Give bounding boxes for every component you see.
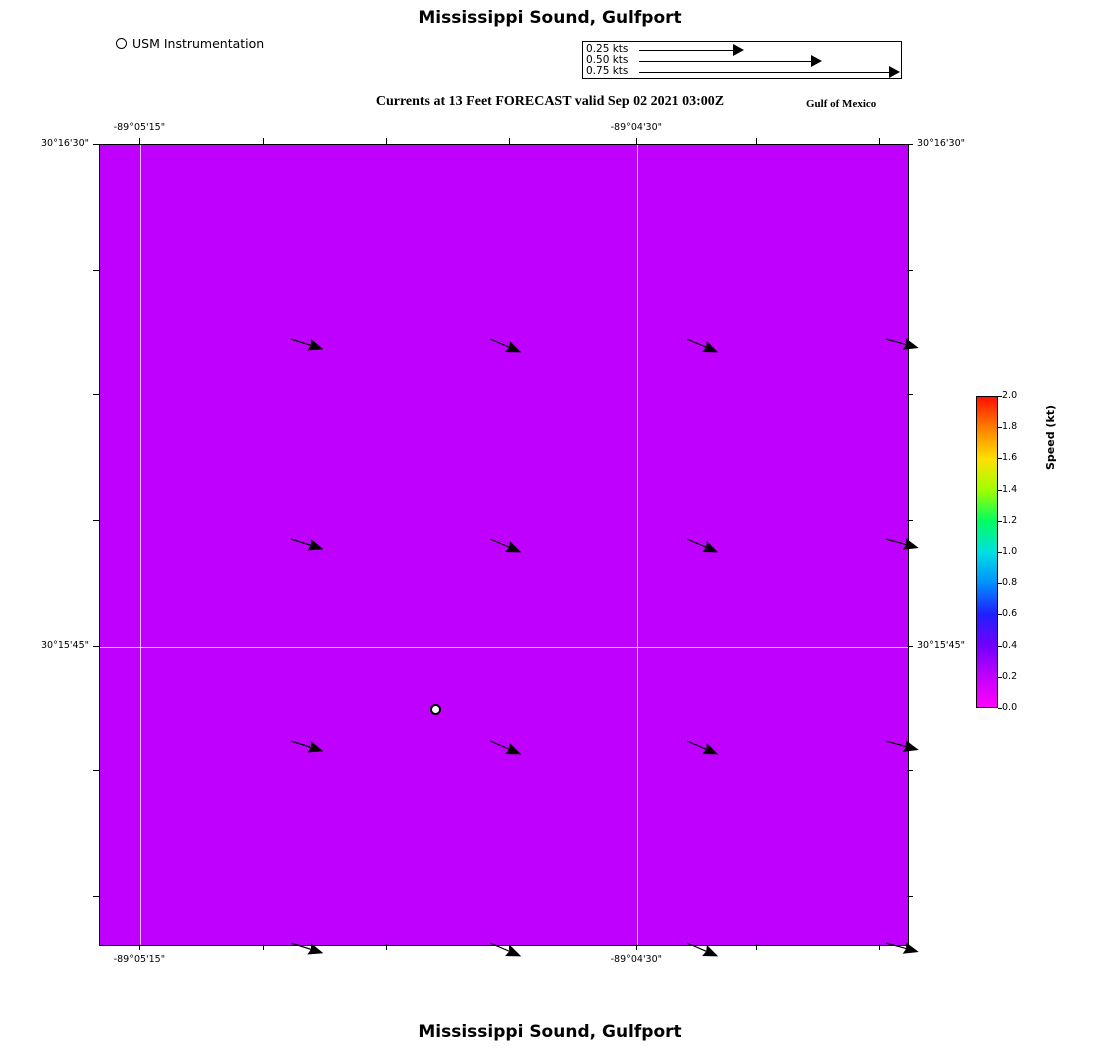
current-vector-arrow — [456, 934, 490, 952]
axis-tick-bottom — [509, 944, 510, 950]
axis-tick-top — [636, 138, 637, 144]
axis-label-y-left: 30°16'30" — [41, 138, 89, 149]
axis-label-y-right: 30°15'45" — [917, 639, 965, 651]
axis-tick-top — [509, 138, 510, 144]
colorbar-tick-label: 1.4 — [1002, 483, 1018, 495]
current-vector-arrow — [653, 530, 687, 548]
axis-tick-bottom — [636, 944, 637, 950]
colorbar-gradient — [977, 397, 997, 707]
current-vector-arrow — [653, 330, 687, 348]
vector-key-shaft — [639, 61, 811, 62]
vector-key-arrowhead-icon — [889, 66, 900, 78]
current-vector-arrow — [653, 732, 687, 750]
axis-tick-top — [756, 138, 757, 144]
axis-tick-bottom — [386, 944, 387, 950]
axis-label-x-top: -89°05'15" — [113, 122, 166, 133]
current-vector-arrow — [852, 732, 886, 750]
colorbar-tick-label: 1.8 — [1002, 421, 1018, 433]
current-vector-arrow — [852, 934, 886, 952]
axis-tick-right — [907, 394, 913, 395]
axis-label-x-bottom: -89°04'30" — [610, 954, 663, 965]
vector-key-label: 0.50 kts — [586, 54, 629, 66]
chart-subtitle: Currents at 13 Feet FORECAST valid Sep 02 2021 03:00Z — [375, 94, 725, 109]
current-vector-arrow — [257, 330, 291, 348]
instrumentation-legend — [116, 36, 264, 51]
current-vector-arrow — [456, 330, 490, 348]
axis-tick-right — [907, 896, 913, 897]
axis-tick-left — [93, 270, 99, 271]
colorbar-tick-label: 0.6 — [1002, 608, 1018, 620]
colorbar-tick-label: 1.6 — [1002, 452, 1018, 464]
current-vector-arrow — [852, 530, 886, 548]
vector-scale-key — [582, 41, 902, 79]
axis-tick-right — [907, 270, 913, 271]
axis-tick-left — [93, 144, 99, 145]
axis-label-y-right: 30°16'30" — [917, 138, 965, 149]
region-label: Gulf of Mexico — [806, 98, 877, 110]
current-vector-arrow — [653, 934, 687, 952]
axis-label-x-top: -89°04'30" — [610, 122, 663, 133]
axis-tick-right — [907, 770, 913, 771]
colorbar-tick-label: 0.2 — [1002, 670, 1018, 682]
page-footer-title: Mississippi Sound, Gulfport — [418, 1022, 682, 1042]
colorbar-tick-label: 0.8 — [1002, 577, 1018, 589]
page-title: Mississippi Sound, Gulfport — [418, 8, 682, 28]
gridline-vertical — [140, 145, 141, 945]
vector-key-shaft — [639, 50, 733, 51]
station-marker-icon — [116, 38, 127, 49]
gridline-vertical — [637, 145, 638, 945]
axis-tick-left — [93, 896, 99, 897]
current-vector-arrow — [456, 732, 490, 750]
station-marker[interactable] — [430, 704, 441, 715]
vector-key-shaft — [639, 72, 889, 73]
colorbar — [976, 396, 998, 708]
current-vector-arrow — [852, 330, 886, 348]
axis-tick-top — [879, 138, 880, 144]
map-panel[interactable] — [99, 144, 909, 946]
vector-key-label: 0.25 kts — [586, 43, 629, 55]
colorbar-tick-label: 0.4 — [1002, 639, 1018, 651]
axis-tick-bottom — [139, 944, 140, 950]
colorbar-axis-label: Speed (kt) — [1044, 404, 1057, 470]
gridline-horizontal — [100, 647, 908, 648]
axis-tick-left — [93, 646, 99, 647]
axis-tick-left — [93, 770, 99, 771]
axis-label-x-bottom: -89°05'15" — [113, 954, 166, 965]
vector-key-label: 0.75 kts — [586, 65, 629, 77]
axis-tick-left — [93, 520, 99, 521]
axis-tick-bottom — [263, 944, 264, 950]
axis-tick-top — [386, 138, 387, 144]
axis-tick-top — [263, 138, 264, 144]
colorbar-tick-label: 2.0 — [1002, 390, 1018, 401]
instrumentation-legend-label: USM Instrumentation — [132, 36, 265, 51]
axis-tick-right — [907, 144, 913, 145]
colorbar-tick-label: 1.0 — [1002, 546, 1018, 557]
axis-label-y-left: 30°15'45" — [41, 639, 89, 651]
axis-tick-left — [93, 394, 99, 395]
colorbar-tick-label: 0.0 — [1002, 702, 1018, 713]
axis-tick-bottom — [756, 944, 757, 950]
axis-tick-bottom — [879, 944, 880, 950]
axis-tick-right — [907, 520, 913, 521]
axis-tick-top — [139, 138, 140, 144]
current-vector-arrow — [257, 530, 291, 548]
vector-key-row — [583, 66, 901, 78]
current-vector-arrow — [456, 530, 490, 548]
colorbar-tick-label: 1.2 — [1002, 514, 1018, 526]
current-vector-arrow — [257, 732, 291, 750]
axis-tick-right — [907, 646, 913, 647]
